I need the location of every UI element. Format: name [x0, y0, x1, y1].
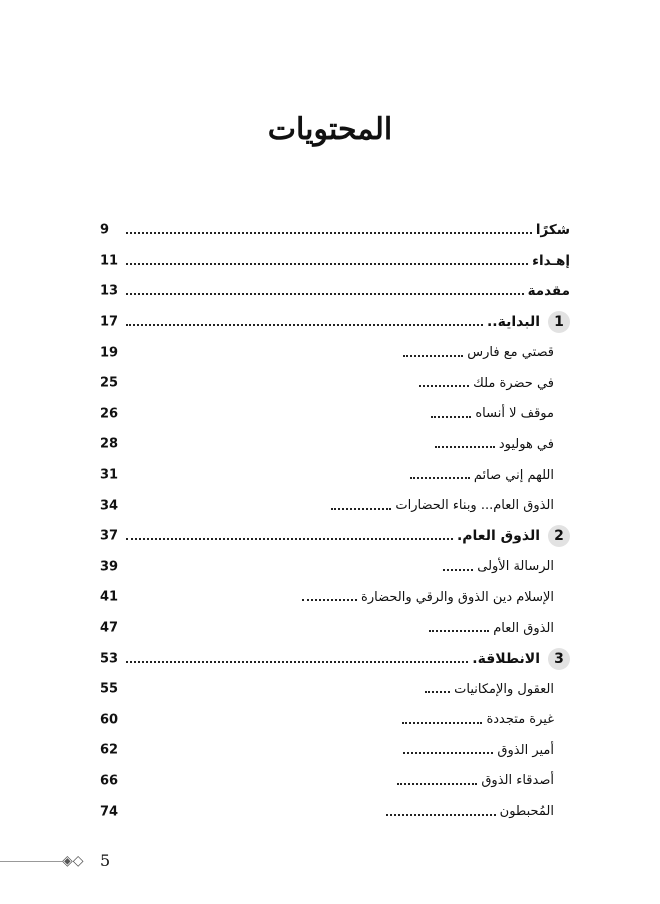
- dot-leader: [425, 691, 450, 693]
- toc-entry[interactable]: [100, 276, 570, 307]
- dot-leader: [443, 569, 473, 571]
- table-of-contents: [100, 215, 570, 827]
- toc-entry[interactable]: [100, 613, 570, 644]
- toc-page-number: 11: [100, 253, 119, 269]
- chapter-number-badge: 3: [548, 648, 570, 670]
- toc-entry[interactable]: [100, 521, 570, 552]
- toc-entry-label: المُحبطون: [499, 804, 554, 820]
- toc-page-number: 74: [100, 804, 119, 820]
- toc-page-number: 41: [100, 589, 119, 605]
- toc-entry-label: في هوليود: [498, 436, 554, 452]
- toc-entry-label: الإسلام دين الذوق والرقي والحضارة: [361, 589, 554, 605]
- toc-entry[interactable]: [100, 490, 570, 521]
- toc-page-number: 28: [100, 436, 119, 452]
- toc-page-number: 53: [100, 651, 119, 667]
- toc-entry[interactable]: [100, 705, 570, 736]
- toc-entry[interactable]: [100, 399, 570, 430]
- toc-page-number: 66: [100, 773, 119, 789]
- dot-leader: [386, 814, 496, 816]
- toc-page-number: 9: [100, 222, 110, 238]
- dot-leader: [403, 752, 493, 754]
- toc-entry-label: الذوق العام... وبناء الحضارات: [395, 498, 554, 514]
- dot-leader: [435, 446, 495, 448]
- dot-leader: [126, 263, 528, 265]
- toc-entry[interactable]: [100, 552, 570, 583]
- toc-page-number: 25: [100, 375, 119, 391]
- dot-leader: [126, 538, 453, 540]
- toc-entry-label: أمير الذوق: [497, 742, 554, 758]
- toc-entry-label: العقول والإمكانيات: [454, 681, 554, 697]
- dot-leader: [126, 324, 483, 326]
- toc-entry-label: الرسالة الأولى: [477, 559, 554, 575]
- ornament-icon: ◈◇: [62, 853, 84, 869]
- toc-entry-label: غيرة متجددة: [486, 712, 554, 728]
- toc-entry[interactable]: [100, 307, 570, 338]
- toc-entry[interactable]: [100, 796, 570, 827]
- toc-entry-label: قصتي مع فارس: [467, 345, 554, 361]
- dot-leader: [126, 232, 532, 234]
- toc-entry-label: الانطلاقة.: [472, 650, 540, 667]
- toc-entry[interactable]: [100, 429, 570, 460]
- toc-entry-label: اللهم إني صائم: [473, 467, 554, 483]
- toc-entry-label: البداية..: [486, 314, 540, 331]
- footer-rule: [0, 861, 62, 862]
- toc-entry[interactable]: [100, 735, 570, 766]
- toc-entry[interactable]: [100, 246, 570, 277]
- dot-leader: [126, 661, 468, 663]
- toc-page-number: 19: [100, 345, 119, 361]
- toc-entry-label: أصدقاء الذوق: [481, 773, 554, 789]
- toc-page-number: 34: [100, 498, 119, 514]
- toc-entry-label: في حضرة ملك: [473, 375, 554, 391]
- toc-page-number: 13: [100, 283, 119, 299]
- toc-page-number: 47: [100, 620, 119, 636]
- toc-entry[interactable]: [100, 337, 570, 368]
- toc-entry-label: الذوق العام: [493, 620, 554, 636]
- toc-page-number: 26: [100, 406, 119, 422]
- dot-leader: [397, 783, 477, 785]
- toc-page-number: 55: [100, 681, 119, 697]
- toc-entry[interactable]: [100, 215, 570, 246]
- dot-leader: [410, 477, 470, 479]
- toc-page-number: 60: [100, 712, 119, 728]
- dot-leader: [429, 630, 489, 632]
- toc-entry[interactable]: [100, 674, 570, 705]
- toc-entry-label: شكرًا: [535, 222, 570, 239]
- toc-page-number: 37: [100, 528, 119, 544]
- toc-page-number: 62: [100, 742, 119, 758]
- chapter-number-badge: 1: [548, 311, 570, 333]
- toc-entry-label: مقدمة: [527, 283, 570, 300]
- dot-leader: [126, 293, 524, 295]
- toc-entry-label: إهـداء: [532, 252, 570, 269]
- toc-entry[interactable]: [100, 582, 570, 613]
- toc-entry-label: موقف لا أنساه: [475, 406, 554, 422]
- page-number: 5: [100, 851, 111, 870]
- toc-page-number: 31: [100, 467, 119, 483]
- dot-leader: [302, 599, 357, 601]
- page-title: المحتويات: [267, 112, 393, 147]
- toc-entry-label: الذوق العام.: [456, 528, 540, 545]
- toc-entry[interactable]: [100, 643, 570, 674]
- dot-leader: [331, 508, 391, 510]
- chapter-number-badge: 2: [548, 525, 570, 547]
- footer-ornament: [0, 852, 100, 872]
- dot-leader: [419, 385, 469, 387]
- toc-entry[interactable]: [100, 766, 570, 797]
- toc-entry[interactable]: [100, 368, 570, 399]
- dot-leader: [403, 355, 463, 357]
- dot-leader: [431, 416, 471, 418]
- toc-page-number: 17: [100, 314, 119, 330]
- dot-leader: [402, 722, 482, 724]
- toc-entry[interactable]: [100, 460, 570, 491]
- toc-page-number: 39: [100, 559, 119, 575]
